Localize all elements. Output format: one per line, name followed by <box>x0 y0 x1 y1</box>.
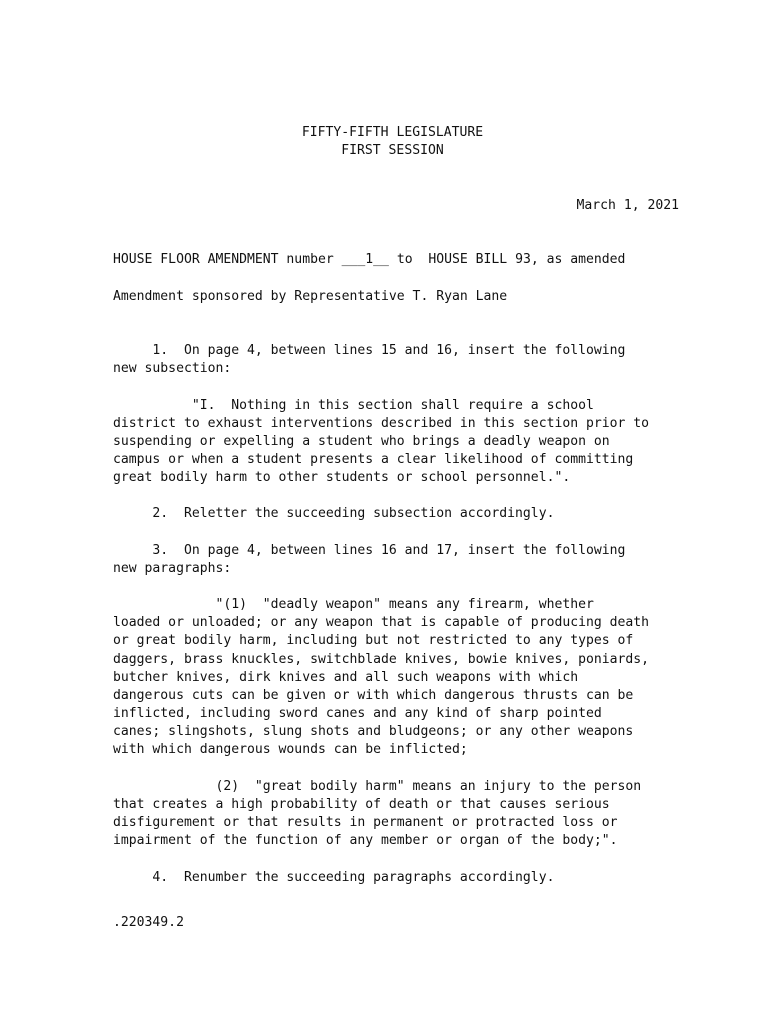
amendment-title-prefix: HOUSE FLOOR AMENDMENT number <box>113 252 342 267</box>
amendment-title <box>113 251 625 269</box>
paragraph-2-line-2: that creates a high probability of death or that causes serious <box>113 797 610 812</box>
paragraph-1-line-4: daggers, brass knuckles, switchblade knives, bowie knives, poniards, <box>113 652 650 667</box>
paragraph-1-line-8: canes; slingshots, slung shots and bludgeons; or any other weapons <box>113 724 634 739</box>
paragraph-1-line-6: dangerous cuts can be given or with which dangerous thrusts can be <box>113 688 634 703</box>
paragraph-1-line-2: loaded or unloaded; or any weapon that is capable of producing death <box>113 615 650 630</box>
item-3-line-1: 3. On page 4, between lines 16 and 17, insert the following <box>113 543 626 558</box>
paragraph-2-line-4: impairment of the function of any member or organ of the body;". <box>113 833 618 848</box>
paragraph-2-line-1: (2) "great bodily harm" means an injury to the person <box>113 779 642 794</box>
item-3-line-2: new paragraphs: <box>113 561 232 576</box>
subsection-i-line-1: "I. Nothing in this section shall require a school <box>113 398 594 413</box>
subsection-i-line-2: district to exhaust interventions described in this section prior to <box>113 416 650 431</box>
amendment-sponsor: Amendment sponsored by Representative T. Ryan Lane <box>113 289 508 304</box>
item-4-line-1: 4. Renumber the succeeding paragraphs accordingly. <box>113 870 555 885</box>
item-1-line-2: new subsection: <box>113 361 232 376</box>
subsection-i-line-4: campus or when a student presents a clear likelihood of committing <box>113 452 634 467</box>
paragraph-1-line-7: inflicted, including sword canes and any kind of sharp pointed <box>113 706 602 721</box>
paragraph-1-line-5: butcher knives, dirk knives and all such weapons with which <box>113 670 579 685</box>
subsection-i-line-5: great bodily harm to other students or school personnel.". <box>113 470 571 485</box>
legislature-heading: FIFTY-FIFTH LEGISLATURE <box>301 125 484 140</box>
document-id: .220349.2 <box>113 915 184 930</box>
paragraph-1-line-3: or great bodily harm, including but not restricted to any types of <box>113 633 634 648</box>
paragraph-1-line-9: with which dangerous wounds can be inflicted; <box>113 742 468 757</box>
paragraph-1-line-1: "(1) "deadly weapon" means any firearm, whether <box>113 597 594 612</box>
amendment-title-suffix: to HOUSE BILL 93, as amended <box>388 252 626 267</box>
amendment-date: March 1, 2021 <box>576 198 679 213</box>
session-heading: FIRST SESSION <box>341 143 444 158</box>
paragraph-2-line-3: disfigurement or that results in permanent or protracted loss or <box>113 815 618 830</box>
item-2-line-1: 2. Reletter the succeeding subsection accordingly. <box>113 506 555 521</box>
subsection-i-line-3: suspending or expelling a student who brings a deadly weapon on <box>113 434 610 449</box>
item-1-line-1: 1. On page 4, between lines 15 and 16, insert the following <box>113 343 626 358</box>
amendment-number: ___1__ <box>341 252 389 267</box>
